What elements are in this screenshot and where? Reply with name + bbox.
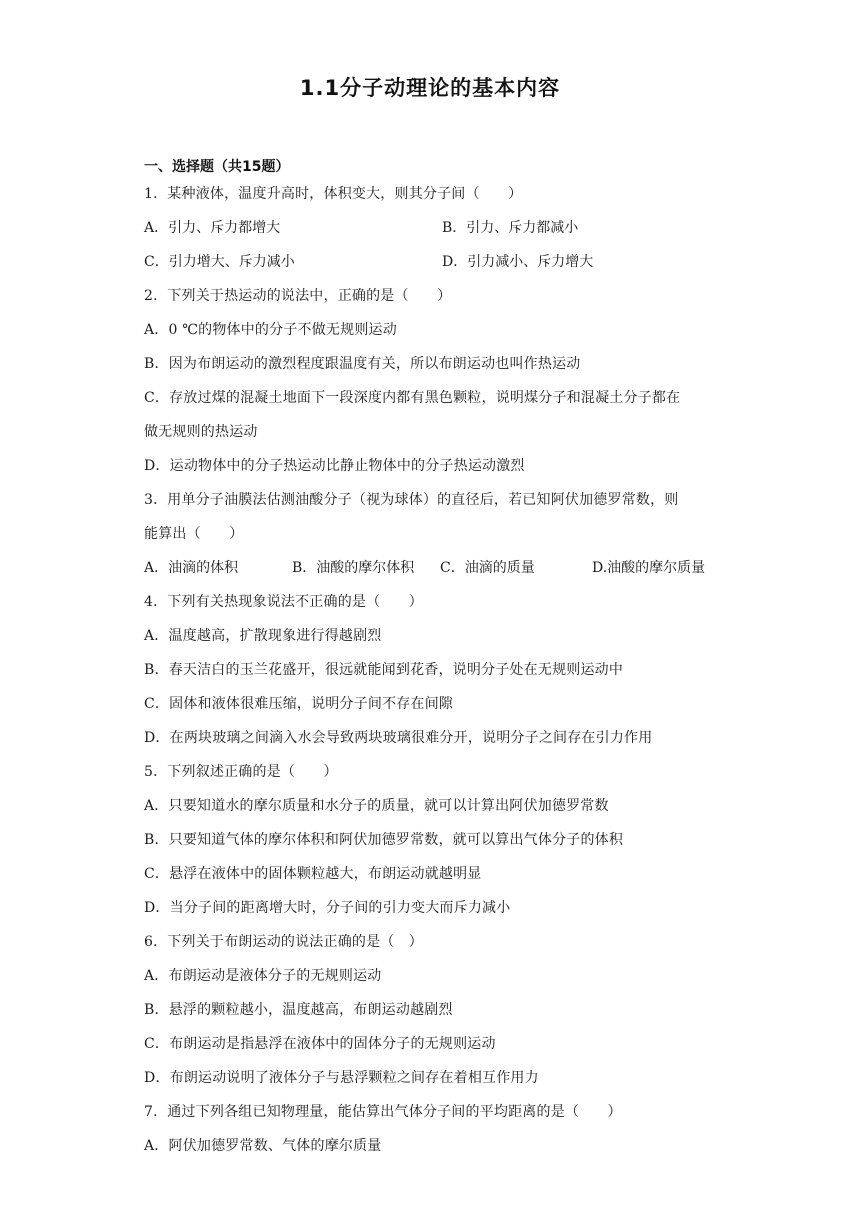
question-6-option-c: C．布朗运动是指悬浮在液体中的固体分子的无规则运动 bbox=[144, 1036, 496, 1052]
question-3-stem-line-2: 能算出（ ） bbox=[144, 526, 244, 542]
question-6-option-d: D．布朗运动说明了液体分子与悬浮颗粒之间存在着相互作用力 bbox=[144, 1070, 539, 1086]
question-7-option-a: A．阿伏加德罗常数、气体的摩尔质量 bbox=[144, 1138, 382, 1154]
question-1-option-b: B．引力、斥力都减小 bbox=[442, 220, 579, 236]
question-4-option-a: A．温度越高，扩散现象进行得越剧烈 bbox=[144, 628, 382, 644]
question-4-option-d: D．在两块玻璃之间滴入水会导致两块玻璃很难分开，说明分子之间存在引力作用 bbox=[144, 730, 653, 746]
question-1-option-d: D．引力减小、斥力增大 bbox=[442, 254, 594, 270]
question-5-option-c: C．悬浮在液体中的固体颗粒越大，布朗运动就越明显 bbox=[144, 866, 482, 882]
section-heading: 一、选择题（共15题） bbox=[144, 159, 290, 175]
question-4-option-c: C．固体和液体很难压缩，说明分子间不存在间隙 bbox=[144, 696, 454, 712]
question-6-stem: 6．下列关于布朗运动的说法正确的是（ ） bbox=[144, 934, 423, 950]
question-5-option-b: B．只要知道气体的摩尔体积和阿伏加德罗常数，就可以算出气体分子的体积 bbox=[144, 832, 624, 848]
question-2-stem: 2．下列关于热运动的说法中，正确的是（ ） bbox=[144, 288, 452, 304]
question-5-stem: 5．下列叙述正确的是（ ） bbox=[144, 764, 338, 780]
question-3-option-a: A．油滴的体积 bbox=[144, 560, 239, 576]
question-1-options-row-2 bbox=[144, 250, 724, 284]
question-3-option-c: C．油滴的质量 bbox=[440, 560, 535, 576]
question-5-option-d: D．当分子间的距离增大时，分子间的引力变大而斥力减小 bbox=[144, 900, 511, 916]
question-list bbox=[144, 182, 724, 1168]
question-2-option-c-line-1: C．存放过煤的混凝土地面下一段深度内都有黑色颗粒，说明煤分子和混凝土分子都在 bbox=[144, 390, 681, 406]
question-6-option-a: A．布朗运动是液体分子的无规则运动 bbox=[144, 968, 382, 984]
question-4-option-b: B．春天洁白的玉兰花盛开，很远就能闻到花香，说明分子处在无规则运动中 bbox=[144, 662, 624, 678]
question-2-option-c-line-2: 做无规则的热运动 bbox=[144, 424, 258, 440]
question-1-options-row-1 bbox=[144, 216, 724, 250]
question-3-options-row bbox=[144, 556, 724, 590]
question-2-option-a: A．0 ℃的物体中的分子不做无规则运动 bbox=[144, 322, 397, 338]
question-5-option-a: A．只要知道水的摩尔质量和水分子的质量，就可以计算出阿伏加德罗常数 bbox=[144, 798, 609, 814]
question-1-option-a: A．引力、斥力都增大 bbox=[144, 220, 281, 236]
page-title: 1.1分子动理论的基本内容 bbox=[299, 76, 561, 100]
question-2-option-d: D．运动物体中的分子热运动比静止物体中的分子热运动激烈 bbox=[144, 458, 525, 474]
question-3-option-d: D.油酸的摩尔质量 bbox=[592, 560, 706, 576]
question-1-option-c: C．引力增大、斥力减小 bbox=[144, 254, 295, 270]
question-3-option-b: B．油酸的摩尔体积 bbox=[292, 560, 415, 576]
question-3-stem-line-1: 3．用单分子油膜法估测油酸分子（视为球体）的直径后，若已知阿伏加德罗常数，则 bbox=[144, 492, 679, 508]
question-2-option-b: B．因为布朗运动的激烈程度跟温度有关，所以布朗运动也叫作热运动 bbox=[144, 356, 581, 372]
question-4-stem: 4．下列有关热现象说法不正确的是（ ） bbox=[144, 594, 423, 610]
question-6-option-b: B．悬浮的颗粒越小，温度越高，布朗运动越剧烈 bbox=[144, 1002, 453, 1018]
question-1-stem: 1．某种液体，温度升高时，体积变大，则其分子间（ ） bbox=[144, 186, 523, 202]
question-7-stem: 7．通过下列各组已知物理量，能估算出气体分子间的平均距离的是（ ） bbox=[144, 1104, 622, 1120]
